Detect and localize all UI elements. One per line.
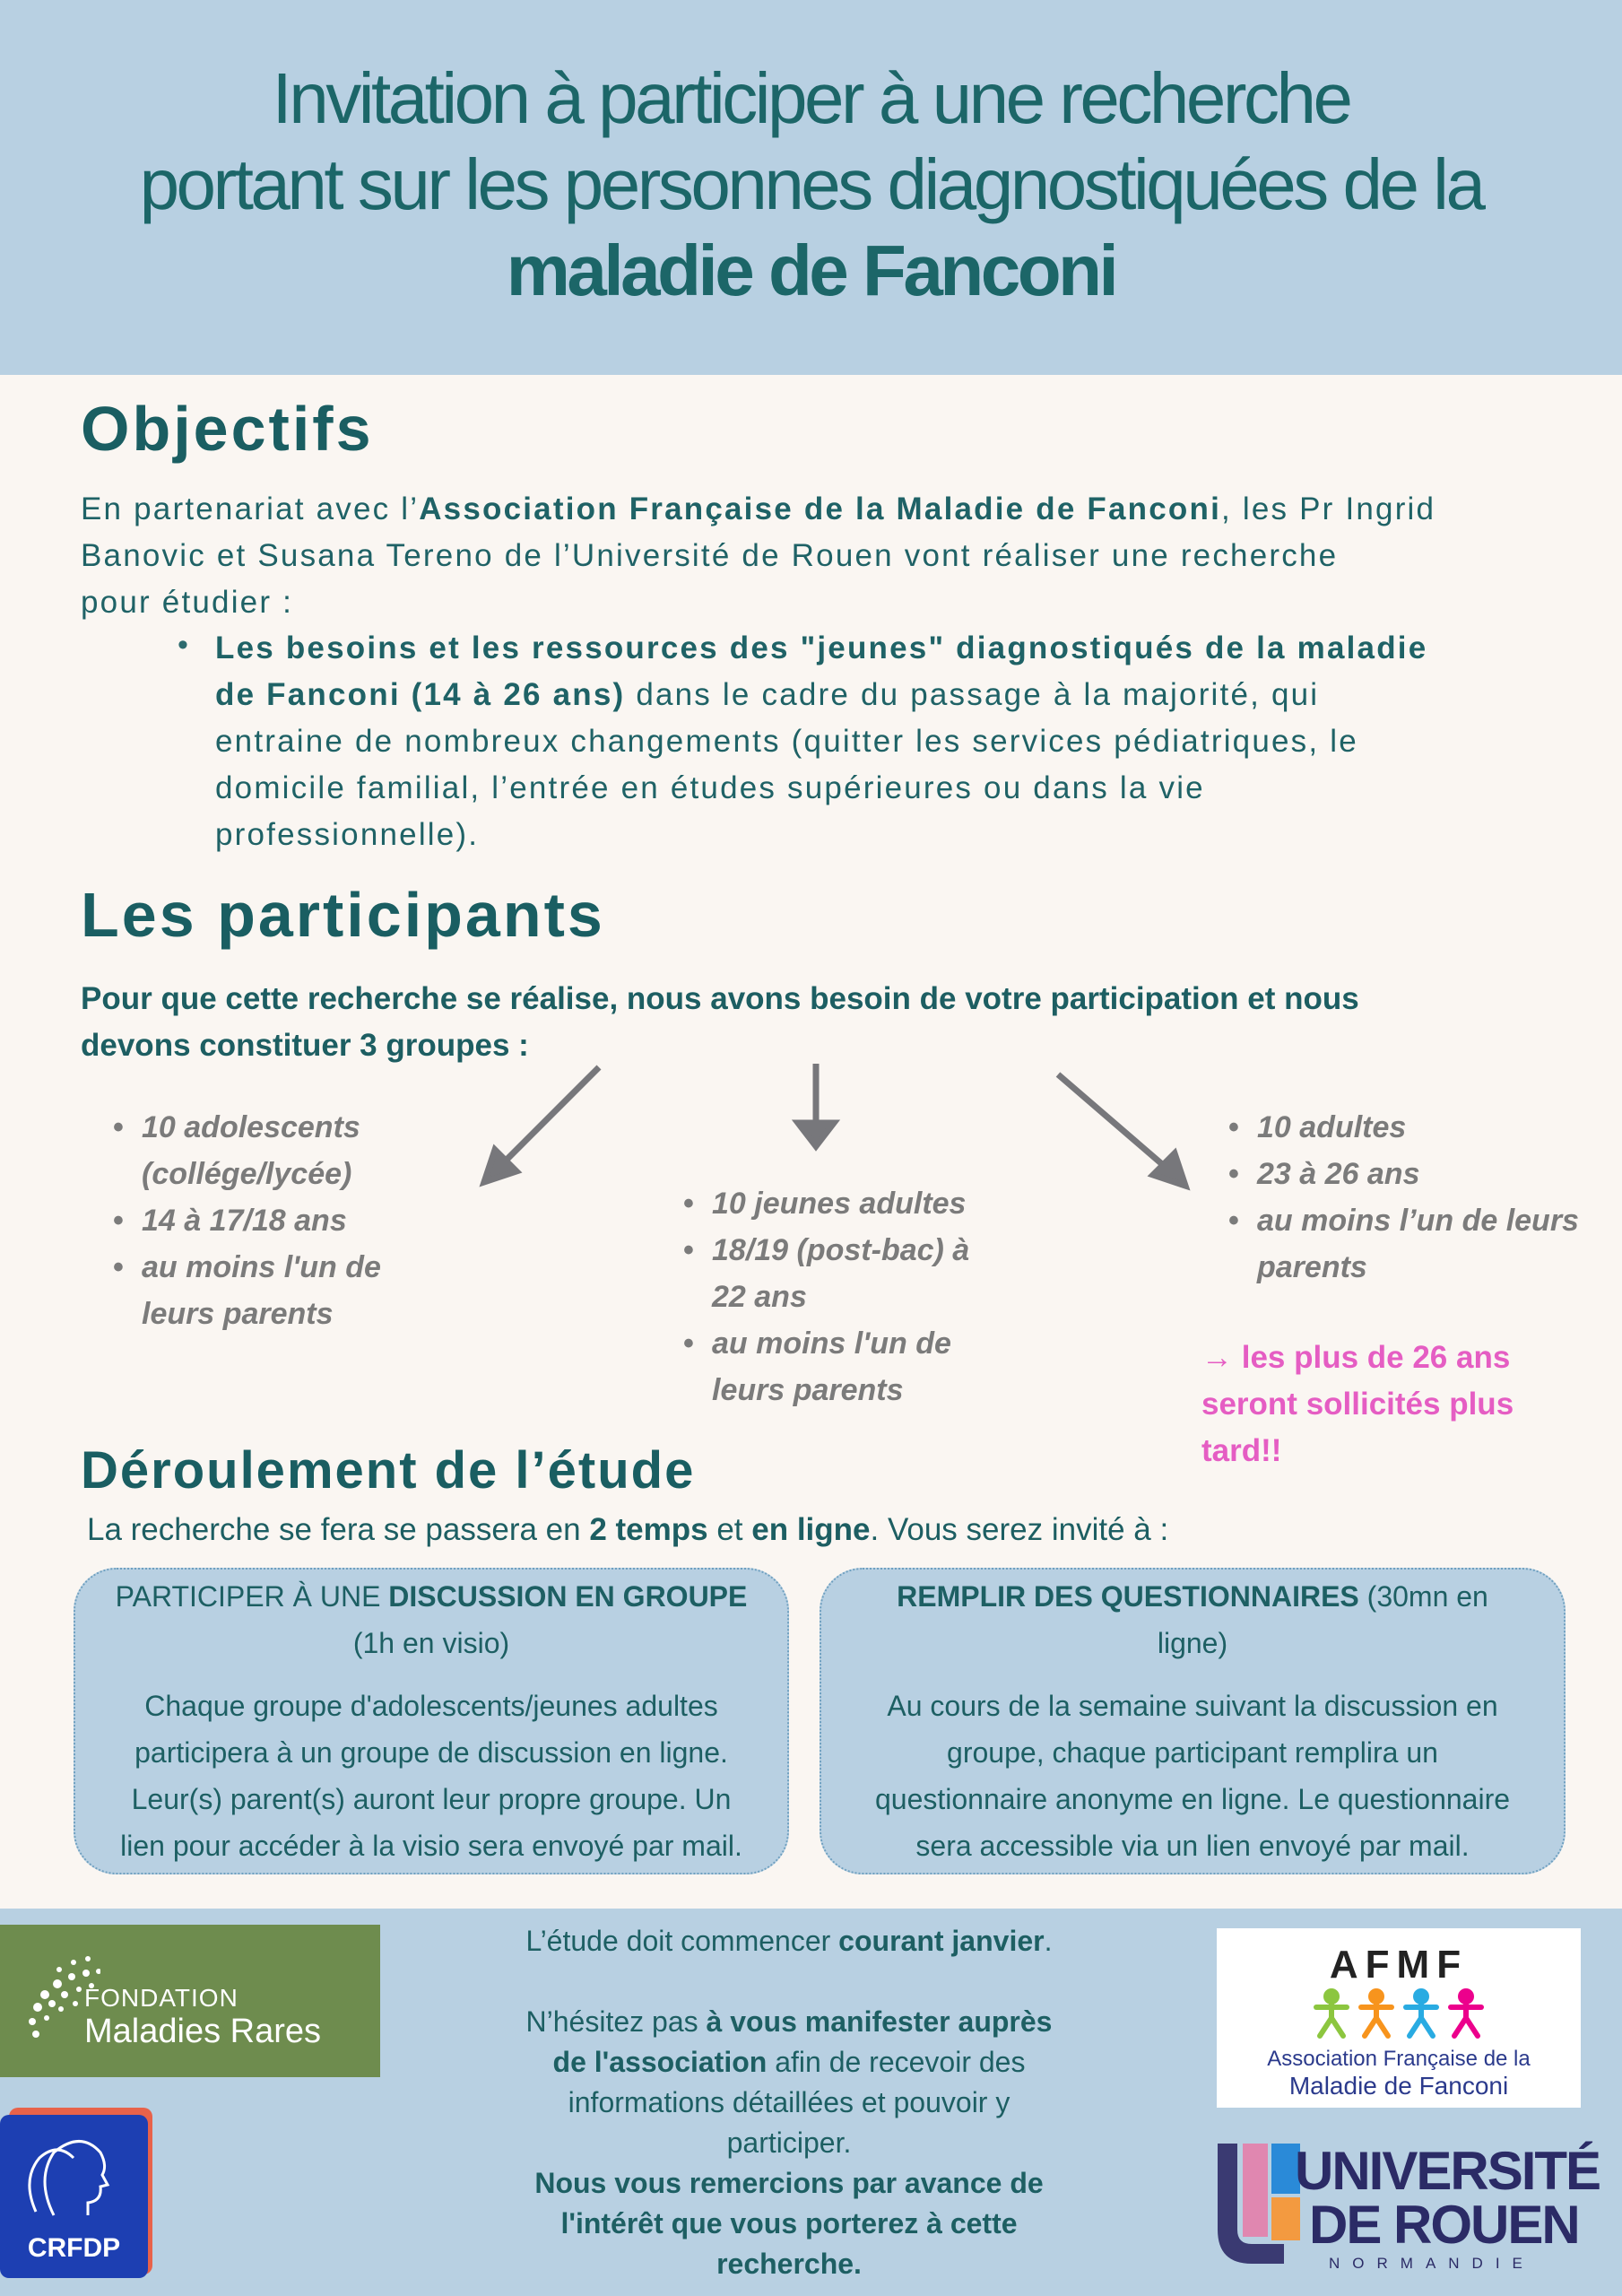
list-item: • au moins l’un de leurs [1228, 1197, 1614, 1244]
start-c: . [1044, 1925, 1053, 1957]
c2-a: de l'association [552, 2046, 768, 2078]
box2-line-4: sera accessible via un lien envoyé par mail. [915, 1830, 1470, 1862]
intro-line-3: pour étudier : [81, 585, 294, 620]
footer-start [457, 1921, 1121, 1961]
objectifs-heading: Objectifs [81, 394, 374, 464]
universite-rouen-logo [1212, 2135, 1600, 2278]
participants-intro-2: devons constituer 3 groupes : [81, 1028, 529, 1063]
group-3-list [1228, 1104, 1614, 1291]
crfdp-logo [0, 2108, 157, 2278]
univ-line-2: DE ROUEN [1309, 2195, 1579, 2255]
bullet-line-2-rest: dans le cadre du passage à la majorité, qui [625, 677, 1320, 712]
afmf-line-1: Association Française de la [1267, 2047, 1531, 2071]
fmr-line-1: FONDATION [84, 1984, 239, 2012]
list-item: • au moins l'un de [113, 1244, 472, 1291]
title-line-1: Invitation à participer à une recherche [272, 58, 1350, 138]
people-chain-icon [1309, 1987, 1488, 2041]
afmf-logo [1217, 1928, 1581, 2108]
univ-line-1: UNIVERSITÉ [1295, 2141, 1600, 2201]
list-item: • 10 adolescents [113, 1104, 472, 1151]
intro-text: En partenariat avec l’ [81, 491, 420, 526]
c4: participer. [726, 2126, 852, 2159]
box1-title-b: DISCUSSION EN GROUPE [388, 1580, 748, 1613]
c1-b: à vous manifester auprès [706, 2005, 1053, 2038]
box1-line-3: Leur(s) parent(s) auront leur propre groupe. Un [131, 1783, 732, 1815]
participants-heading: Les participants [81, 880, 605, 950]
intro-assoc: Association Française de la Maladie de Fanconi [419, 491, 1221, 526]
thanks-3: recherche. [716, 2248, 862, 2280]
list-item: • au moins l'un de [683, 1320, 1060, 1367]
age-note [1201, 1335, 1578, 1474]
list-item-cont: parents [1257, 1250, 1367, 1284]
group-1-list [113, 1104, 472, 1337]
c2-b: afin de recevoir des [767, 2046, 1026, 2078]
list-item: • 10 adultes [1228, 1104, 1614, 1151]
box1-line-1: Chaque groupe d'adolescents/jeunes adultes [144, 1690, 718, 1722]
box1-title-a: PARTICIPER À UNE [115, 1580, 389, 1613]
intro-d: en ligne [751, 1512, 871, 1547]
participants-intro-1: Pour que cette recherche se réalise, nous avons besoin de votre participation et nous [81, 981, 1359, 1016]
arrow-left-icon [500, 1067, 599, 1166]
list-item-cont: 22 ans [712, 1280, 807, 1314]
start-a: L’étude doit commencer [525, 1925, 839, 1957]
box2-line-1: Au cours de la semaine suivant la discussion en [887, 1690, 1498, 1722]
intro-e: . Vous serez invité à : [870, 1512, 1169, 1547]
bullet-line-3: entraine de nombreux changements (quitter les services pédiatriques, le [215, 724, 1358, 759]
box1-line-4: lien pour accéder à la visio sera envoyé par mail. [120, 1830, 742, 1862]
age-note-3: tard!! [1201, 1433, 1282, 1468]
box2-title-b: (30mn en [1358, 1580, 1488, 1613]
box1-title-c: (1h en visio) [352, 1627, 510, 1659]
intro-a: La recherche se fera se passera en [87, 1512, 590, 1547]
thanks-2: l'intérêt que vous porterez à cette [560, 2207, 1018, 2239]
list-item: • 18/19 (post-bac) à [683, 1227, 1060, 1274]
univ-line-3: NORMANDIE [1329, 2255, 1535, 2272]
arrow-center-head-icon [798, 1123, 834, 1146]
faces-icon [18, 2126, 134, 2233]
c3: informations détaillées et pouvoir y [568, 2086, 1010, 2118]
bullet-line-5: professionnelle). [215, 817, 480, 852]
fondation-maladies-rares-logo [0, 1925, 380, 2077]
box1-line-2: participera à un groupe de discussion en ligne. [134, 1736, 728, 1769]
c1-a: N’hésitez pas [525, 2005, 707, 2038]
arrow-right-icon [1058, 1074, 1168, 1170]
box2-title-a: REMPLIR DES QUESTIONNAIRES [897, 1580, 1359, 1613]
title-line-2: portant sur les personnes diagnostiquées de la [139, 144, 1483, 224]
box2-line-2: groupe, chaque participant remplira un [947, 1736, 1438, 1769]
age-note-1: → les plus de 26 ans [1201, 1340, 1511, 1375]
list-item-cont: leurs parents [142, 1297, 334, 1331]
afmf-title: AFMF [1329, 1943, 1469, 1987]
deroulement-heading: Déroulement de l’étude [81, 1441, 696, 1500]
bullet-dot-icon: • [178, 628, 188, 662]
footer-contact [457, 2002, 1121, 2284]
intro-line-2: Banovic et Susana Tereno de l’Université de Rouen vont réaliser une recherche [81, 538, 1339, 573]
bullet-line-2-bold: de Fanconi (14 à 26 ans) [215, 677, 626, 712]
title-line-3: maladie de Fanconi [506, 230, 1116, 310]
list-item: • 14 à 17/18 ans [113, 1197, 472, 1244]
thanks-1: Nous vous remercions par avance de [534, 2167, 1044, 2199]
deroulement-intro [87, 1507, 1168, 1553]
questionnaires-box [820, 1568, 1566, 1874]
box2-line-3: questionnaire anonyme en ligne. Le questionnaire [874, 1783, 1511, 1815]
crfdp-label: CRFDP [27, 2233, 121, 2263]
list-item: • 10 jeunes adultes [683, 1180, 1060, 1227]
list-item: • 23 à 26 ans [1228, 1151, 1614, 1197]
bullet-line-1: Les besoins et les ressources des "jeunes" diagnostiqués de la maladie [215, 631, 1428, 665]
intro-text-after: , les Pr Ingrid [1221, 491, 1436, 526]
afmf-line-2: Maladie de Fanconi [1288, 2072, 1509, 2100]
bullet-line-4: domicile familial, l’entrée en études supérieures ou dans la vie [215, 770, 1205, 805]
group-discussion-box [74, 1568, 789, 1874]
fmr-line-2: Maladies Rares [84, 2013, 321, 2050]
group-2-list [683, 1180, 1060, 1413]
age-note-2: seront sollicités plus [1201, 1387, 1514, 1422]
intro-b: 2 temps [589, 1512, 708, 1547]
list-item-cont: leurs parents [712, 1373, 904, 1407]
list-item-cont: (collége/lycée) [142, 1157, 352, 1191]
start-b: courant janvier [838, 1925, 1045, 1957]
intro-c: et [707, 1512, 752, 1547]
box2-title-c: ligne) [1157, 1627, 1228, 1659]
